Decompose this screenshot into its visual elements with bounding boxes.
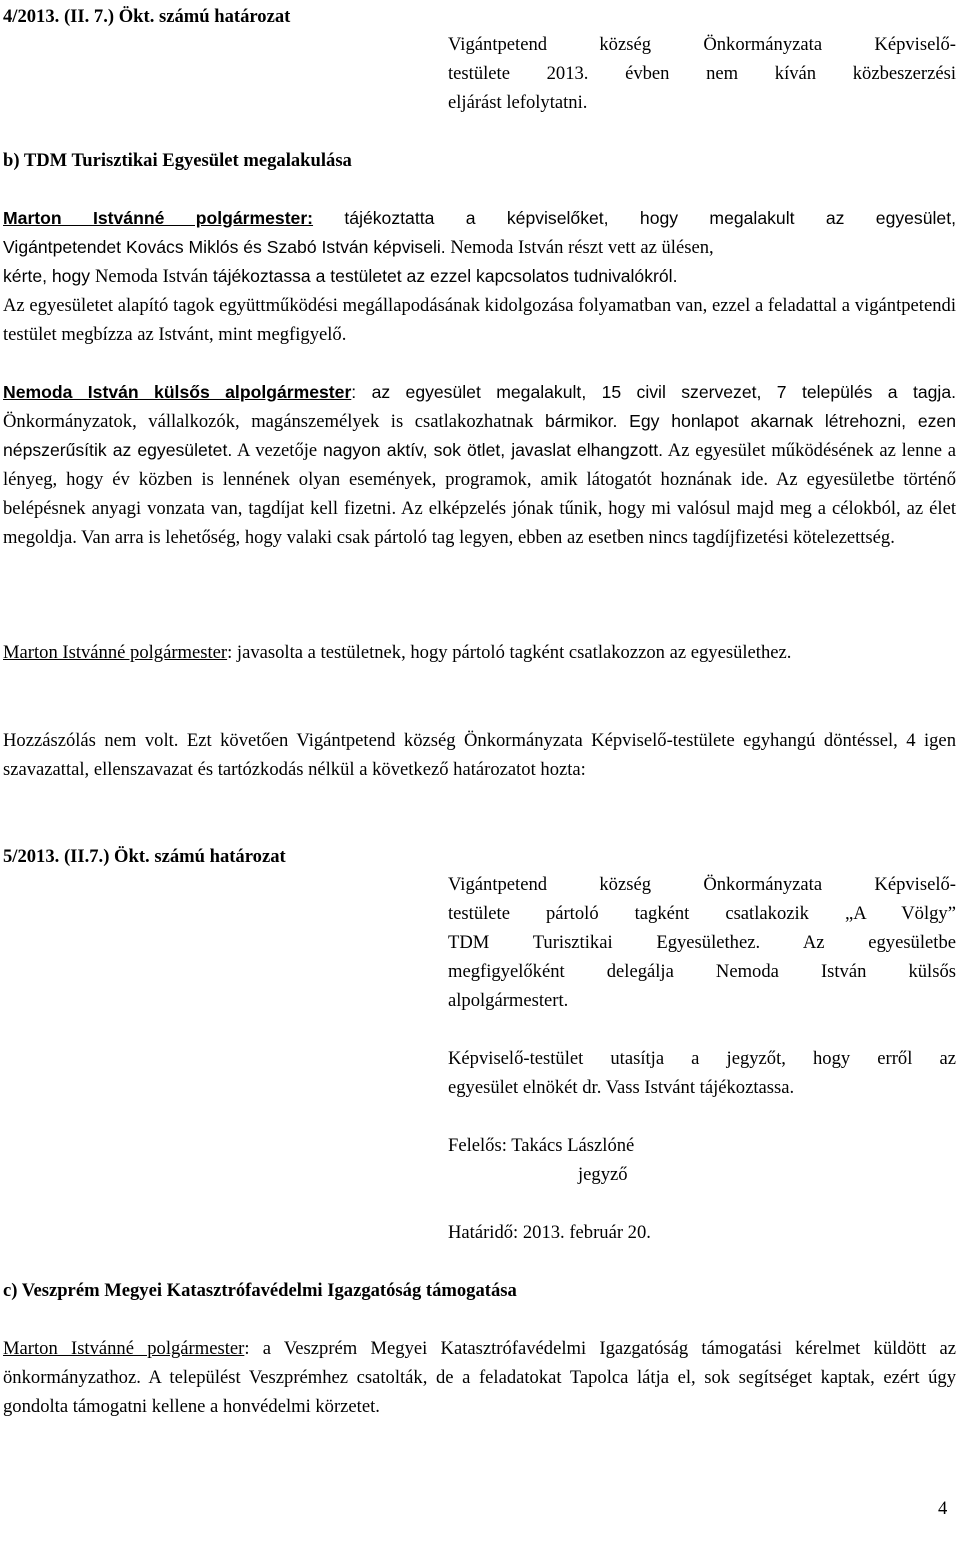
resolution-number-5: 5/2013. (II.7.) Ökt. számú határozat: [3, 846, 286, 867]
resolution-text-4: [448, 30, 956, 117]
p1-line1-text: tájékoztatta a képviselőket, hogy megalakult az egyesület,: [313, 208, 956, 228]
section-b-paragraph-3: [3, 638, 956, 667]
p2-serif-2: A vezetője: [232, 440, 318, 461]
p1-line3-a: kérte, hogy: [3, 266, 95, 286]
p1-line2-serif: Nemoda István részt vett az ülésen,: [445, 237, 714, 258]
p3-rest: : javasolta a testületnek, hogy pártoló tagként csatlakozzon az egyesülethez.: [227, 642, 792, 663]
p1-line3-b: tájékoztassa a testületet az ezzel kapcsolatos tudnivalókról.: [208, 266, 678, 286]
section-b-paragraph-2: [3, 378, 956, 552]
responsible-label: Felelős: Takács Lászlóné: [448, 1135, 635, 1156]
instruction-line-1: Képviselő-testület utasítja a jegyzőt, hogy erről az: [448, 1048, 956, 1069]
page-number: 4: [938, 1498, 948, 1519]
section-b-heading: b) TDM Turisztikai Egyesület megalakulása: [3, 150, 352, 171]
responsible-role: jegyző: [578, 1164, 628, 1185]
resolution-text-5: [448, 870, 956, 1015]
resolution-number-4: 4/2013. (II. 7.) Ökt. számú határozat: [3, 6, 291, 27]
p2-sans-3: nagyon aktív, sok ötlet, javaslat elhangzott.: [323, 440, 663, 460]
speaker-nemoda: Nemoda István külsős alpolgármester: [3, 382, 352, 402]
resolution-text-4-line-3: eljárást lefolytatni.: [448, 92, 588, 113]
resolution-text-5-line-1: Vigántpetend község Önkormányzata Képviselő-: [448, 874, 956, 895]
instruction-line-2: egyesület elnökét dr. Vass Istvánt tájékoztassa.: [448, 1077, 795, 1098]
resolution-text-5-line-3: TDM Turisztikai Egyesülethez. Az egyesületbe: [448, 932, 956, 953]
speaker-marton-2: Marton Istvánné polgármester: [3, 642, 228, 663]
section-b-paragraph-1: [3, 204, 956, 349]
resolution-text-5-line-2: testülete pártoló tagként csatlakozik „A Völgy”: [448, 903, 956, 924]
speaker-marton-3: Marton Istvánné polgármester: [3, 1338, 245, 1359]
p2-sans-1: : az egyesület megalakult, 15 civil szervezet, 7 település a tagja.: [351, 382, 956, 402]
p2-serif-3: Az egyesület működésének az lenne a lényeg, hogy év közben is lennének olyan események, programok, amik látogatót hoznának ide. Az egyesületbe történő belépésnek anyagi vonzata van, tagdíjat kell fizetni. Az elképzelés jónak tűnik, hogy mi valósul majd meg a célokból, az élet megoldja. Van arra is lehetőség, hogy valaki csak pártoló tag legyen, ebben az esetben nincs tagdíjfizetési kötelezettség.: [3, 440, 957, 548]
resolution-text-5-line-4: megfigyelőként delegálja Nemoda István külsős: [448, 961, 956, 982]
resolution-text-5-line-5: alpolgármestert.: [448, 990, 569, 1011]
section-b-paragraph-4: Hozzászólás nem volt. Ezt követően Vigántpetend község Önkormányzata Képviselő-testülete egyhangú döntéssel, 4 igen szavazattal, ellenszavazat és tartózkodás nélkül a következő határozatot hozta:: [3, 730, 956, 780]
resolution-text-4-line-2: testülete 2013. évben nem kíván közbeszerzési: [448, 63, 956, 84]
p1-line2-sans: Vigántpetendet Kovács Miklós és Szabó István képviseli.: [3, 237, 446, 257]
section-c-paragraph-1: [3, 1334, 956, 1421]
p1-line3-serif: Nemoda István: [94, 266, 209, 287]
resolution-text-5-instruction: [448, 1044, 956, 1102]
deadline: Határidő: 2013. február 20.: [448, 1222, 651, 1243]
p1-rest: Az egyesületet alapító tagok együttműködési megállapodásának kidolgozása folyamatban van, ezzel a feladattal a vigántpetendi testület megbízza az Istvánt, mint megfigyelő.: [3, 295, 956, 345]
p2-serif-1: Önkormányzatok, vállalkozók, magánszemélyek is csatlakozhatnak: [3, 411, 534, 432]
c-p1-rest: : a Veszprém Megyei Katasztrófavédelmi Igazgatóság támogatási kérelmet küldött az önkormányzathoz. A települést Veszprémhez csatolták, de a feladatokat Tapolca látja el, sok segítséget kaptak, ezért úgy gondolta támogatni kellene a honvédelmi körzetet.: [3, 1338, 956, 1417]
speaker-marton-1: Marton Istvánné polgármester:: [3, 208, 314, 228]
p2-sans-2: bármikor. Egy honlapot akarnak létrehozni, ezen népszerűsítik az egyesületet.: [3, 411, 957, 460]
resolution-text-4-line-1: Vigántpetend község Önkormányzata Képviselő-: [448, 34, 956, 55]
section-c-heading: c) Veszprém Megyei Katasztrófavédelmi Igazgatóság támogatása: [3, 1280, 517, 1301]
